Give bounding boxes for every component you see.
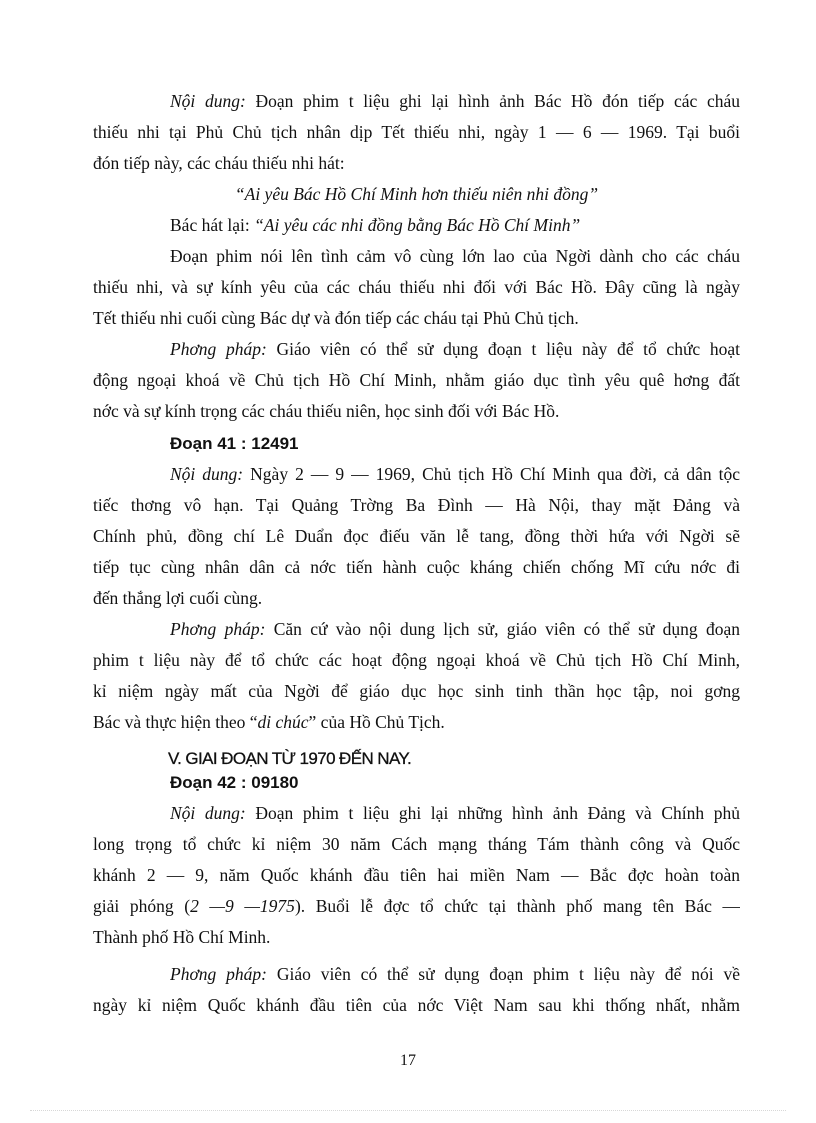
text-line: ngày kỉ niệm Quốc khánh đầu tiên của nớc Việt Nam sau khi thống nhất, nhằm — [93, 995, 740, 1015]
heading-doan-42: Đoạn 42 : 09180 — [170, 773, 299, 792]
text-line: động ngoại khoá về Chủ tịch Hồ Chí Minh, nhằm giáo dục tình yêu quê hơng đất — [93, 370, 740, 390]
text-span: giải phóng ( — [93, 896, 191, 916]
text-line — [93, 707, 740, 738]
text-span: ” của Hồ Chủ Tịch. — [308, 712, 445, 732]
page-bottom-rule — [30, 1110, 786, 1111]
label-phuong-phap: Phơng pháp: — [170, 339, 267, 359]
reply-line — [170, 210, 740, 241]
text-span: Bác và thực hiện theo “ — [93, 712, 258, 732]
text-span: Ngày 2 — 9 — 1969, Chủ tịch Hồ Chí Minh qua đời, cả dân tộc — [243, 464, 740, 484]
text-line — [170, 798, 740, 829]
text-line: thiếu nhi, và sự kính yêu của các cháu thiếu nhi đối với Bác Hồ. Đây cũng là ngày — [93, 277, 740, 297]
text-line: long trọng tổ chức kỉ niệm 30 năm Cách mạng tháng Tám thành công và Quốc — [93, 834, 740, 854]
label-phuong-phap: Phơng pháp: — [170, 964, 267, 984]
text-line: Tết thiếu nhi cuối cùng Bác dự và đón tiếp các cháu tại Phủ Chủ tịch. — [93, 308, 579, 328]
text-line: nớc và sự kính trọng các cháu thiếu niên, học sinh đối với Bác Hồ. — [93, 401, 560, 421]
paragraph-content-41 — [93, 459, 740, 614]
text-line — [170, 614, 740, 645]
text-span: ). Buổi lễ đợc tổ chức tại thành phố mang tên Bác — — [294, 896, 740, 916]
text-line — [170, 334, 740, 365]
paragraph-method-1 — [93, 334, 740, 427]
text-line: đến thắng lợi cuối cùng. — [93, 588, 263, 608]
label-phuong-phap: Phơng pháp: — [170, 619, 266, 639]
text-span: Giáo viên có thể sử dụng đoạn phim t liệu này để nói về — [266, 964, 740, 984]
label-noi-dung: Nội dung: — [170, 91, 246, 111]
text-line: Đoạn phim nói lên tình cảm vô cùng lớn lao của Ngời dành cho các cháu — [170, 246, 740, 266]
text-line — [170, 959, 740, 990]
reply-prefix: Bác hát lại: — [170, 215, 255, 235]
text-line: thiếu nhi tại Phủ Chủ tịch nhân dịp Tết thiếu nhi, ngày 1 — 6 — 1969. Tại buổi — [93, 122, 740, 142]
label-noi-dung: Nội dung: — [170, 803, 246, 823]
paragraph-content-1 — [93, 86, 740, 179]
text-line — [93, 891, 740, 922]
text-line: tiếp tục cùng nhân dân cả nớc tiến hành cuộc kháng chiến chống Mĩ cứu nớc đi — [93, 557, 740, 577]
text-line — [170, 86, 740, 117]
paragraph-method-42 — [93, 959, 740, 1021]
italic-date: 2 —9 —1975 — [190, 896, 295, 916]
text-span: Căn cứ vào nội dung lịch sử, giáo viên có thể sử dụng đoạn — [265, 619, 740, 639]
paragraph-method-41 — [93, 614, 740, 738]
text-line: Chính phủ, đồng chí Lê Duẩn đọc điếu văn lễ tang, đồng thời hứa với Ngời sẽ — [93, 526, 740, 546]
heading-section-v: V. GIAI ĐOẠN TỪ 1970 ĐẾN NAY. — [168, 749, 412, 768]
paragraph-content-42 — [93, 798, 740, 953]
page-number: 17 — [400, 1052, 416, 1069]
text-line: tiếc thơng vô hạn. Tại Quảng Trờng Ba Đình — Hà Nội, thay mặt Đảng và — [93, 495, 740, 515]
text-line: phim t liệu này để tổ chức các hoạt động ngoại khoá về Chủ tịch Hồ Chí Minh, — [93, 650, 740, 670]
body-text — [93, 86, 740, 1021]
text-span: Đoạn phim t liệu ghi lại hình ảnh Bác Hồ đón tiếp các cháu — [245, 91, 740, 111]
italic-di-chuc: di chúc — [257, 712, 309, 732]
reply-quote: “Ai yêu các nhi đồng bằng Bác Hồ Chí Minh” — [254, 215, 581, 235]
text-line: Thành phố Hồ Chí Minh. — [93, 927, 271, 947]
label-noi-dung: Nội dung: — [170, 464, 244, 484]
quote-children-song: “Ai yêu Bác Hồ Chí Minh hơn thiếu niên nhi đồng” — [234, 184, 599, 204]
text-line: đón tiếp này, các cháu thiếu nhi hát: — [93, 153, 345, 173]
text-line — [170, 459, 740, 490]
paragraph-feelings — [93, 241, 740, 334]
text-span: Giáo viên có thể sử dụng đoạn t liệu này để tổ chức hoạt — [266, 339, 740, 359]
text-line: khánh 2 — 9, năm Quốc khánh đầu tiên hai miền Nam — Bắc đợc hoàn toàn — [93, 865, 740, 885]
text-line: kỉ niệm ngày mất của Ngời để giáo dục học sinh tinh thần học tập, noi gơng — [93, 681, 740, 701]
text-span: Đoạn phim t liệu ghi lại những hình ảnh Đảng và Chính phủ — [245, 803, 740, 823]
heading-doan-41: Đoạn 41 : 12491 — [170, 434, 299, 453]
